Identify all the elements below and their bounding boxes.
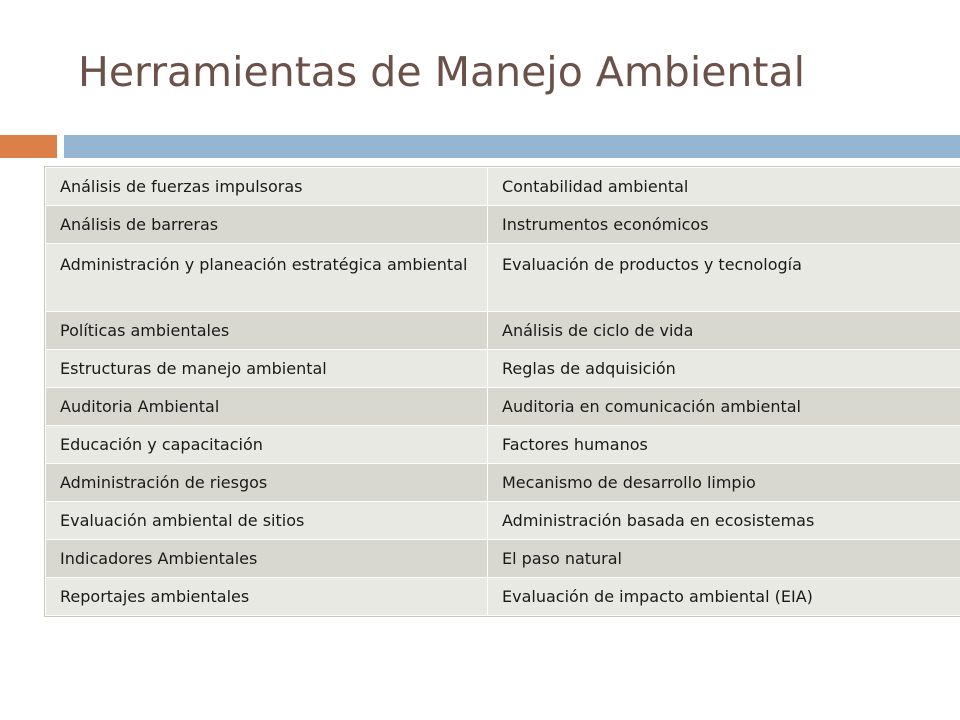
table-cell: Reportajes ambientales — [46, 578, 488, 616]
title-accent-blue-bar — [64, 135, 960, 158]
table-cell: Contabilidad ambiental — [488, 168, 960, 206]
table-row — [46, 464, 960, 502]
table-cell: Instrumentos económicos — [488, 206, 960, 244]
table-row — [46, 350, 960, 388]
table-cell: Análisis de barreras — [46, 206, 488, 244]
table-cell: Evaluación de impacto ambiental (EIA) — [488, 578, 960, 616]
table-cell: Evaluación ambiental de sitios — [46, 502, 488, 540]
table-cell: Evaluación de productos y tecnología — [488, 244, 960, 312]
table-cell: Indicadores Ambientales — [46, 540, 488, 578]
table-row — [46, 244, 960, 312]
table-row — [46, 312, 960, 350]
tools-table — [45, 167, 960, 616]
table-row — [46, 540, 960, 578]
table-row — [46, 206, 960, 244]
table-cell: Reglas de adquisición — [488, 350, 960, 388]
table-row — [46, 388, 960, 426]
table-cell: El paso natural — [488, 540, 960, 578]
table-row — [46, 426, 960, 464]
table-cell: Mecanismo de desarrollo limpio — [488, 464, 960, 502]
slide-title: Herramientas de Manejo Ambiental — [78, 48, 806, 96]
table-row — [46, 168, 960, 206]
table-cell: Auditoria en comunicación ambiental — [488, 388, 960, 426]
table-cell: Administración y planeación estratégica ambiental — [46, 244, 488, 312]
table-cell: Análisis de fuerzas impulsoras — [46, 168, 488, 206]
table-cell: Estructuras de manejo ambiental — [46, 350, 488, 388]
table-row — [46, 578, 960, 616]
table-cell: Auditoria Ambiental — [46, 388, 488, 426]
table-cell: Educación y capacitación — [46, 426, 488, 464]
table-cell: Políticas ambientales — [46, 312, 488, 350]
table-cell: Análisis de ciclo de vida — [488, 312, 960, 350]
title-accent-orange-bar — [0, 135, 57, 158]
table-cell: Administración basada en ecosistemas — [488, 502, 960, 540]
tools-table-container — [45, 167, 913, 616]
table-cell: Administración de riesgos — [46, 464, 488, 502]
table-cell: Factores humanos — [488, 426, 960, 464]
table-row — [46, 502, 960, 540]
